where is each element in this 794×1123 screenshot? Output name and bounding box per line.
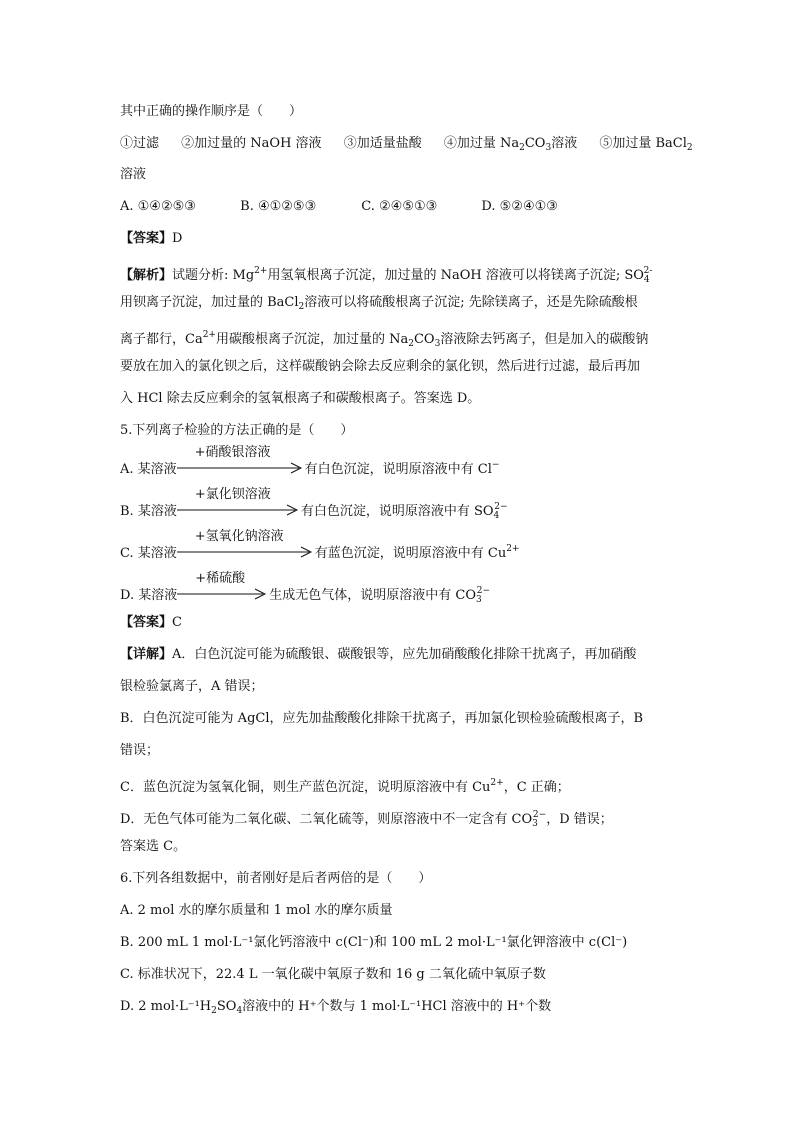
q5-detail-c: C．蓝色沉淀为氢氧化铜，则生产蓝色沉淀，说明原溶液中有 $Cu^{2+}$，C 正确； (120, 778, 570, 795)
q4-operations (120, 135, 693, 157)
op-5: ⑤加过量 BaCl$_2$ (599, 136, 693, 153)
op-4: ④加过量 $Na_2CO_3$溶液 (443, 136, 578, 153)
choice-b: B. ④①②⑤③ (240, 199, 317, 214)
reaction-arrow: +硝酸银溶液 (177, 456, 305, 474)
q5-answer: 【答案】C (120, 615, 182, 630)
reaction-arrow: +氢氧化钠溶液 (177, 540, 315, 558)
q5-detail-a1: 【详解】A．白色沉淀可能为硫酸银、碳酸银等，应先加硝酸酸化排除干扰离子，再加硝酸 (120, 647, 637, 662)
q6-option-a: A. 2 mol 水的摩尔质量和 1 mol 水的摩尔质量 (120, 903, 393, 918)
choice-c: C. ②④⑤①③ (361, 199, 438, 214)
op-1: ①过滤 (120, 136, 160, 151)
q4-analysis-line-5: 入 HCl 除去反应剩余的氢氧根离子和碳酸根离子。答案选 D。 (120, 391, 481, 406)
op-2: ②加过量的 NaOH 溶液 (181, 136, 322, 151)
q4-analysis-line-1: 【解析】试题分析: $Mg^{2+}$用氢氧根离子沉淀，加过量的 NaOH 溶液可以将镁离子沉淀; $SO_4^{2-}$ (120, 266, 653, 285)
q5-option-c: C. 某溶液 +氢氧化钠溶液 有蓝色沉淀，说明原溶液中有 $Cu^{2+}$ (120, 529, 520, 561)
q4-analysis-line-3: 离子都行，$Ca^{2+}$用碳酸根离子沉淀，加过量的 $Na_2CO_3$溶液除去钙离子，但是加入的碳酸钠 (120, 330, 649, 349)
op-5-cont: 溶液 (120, 167, 147, 182)
q5-option-b: B. 某溶液 +氯化钡溶液 有白色沉淀，说明原溶液中有 $SO_4^{2-}$ (120, 487, 508, 521)
arrow-icon (177, 588, 269, 600)
q6-option-c: C. 标准状况下，22.4 L 一氧化碳中氧原子数和 16 g 二氧化硫中氧原子数 (120, 967, 546, 982)
q6-option-b: B. 200 mL 1 mol·L⁻¹氯化钙溶液中 c(Cl⁻)和 100 mL 2 mol·L⁻¹氯化钾溶液中 c(Cl⁻) (120, 935, 628, 950)
q6-option-d: D. 2 $mol\cdot L^{-1}H_2SO_4$溶液中的 H⁺个数与 1 mol·L⁻¹HCl 溶液中的 H⁺个数 (120, 999, 552, 1016)
q5-detail-a2: 银检验氯离子，A 错误； (120, 679, 264, 694)
q5-detail-b2: 错误； (120, 743, 160, 758)
q5-option-a: A. 某溶液 +硝酸银溶液 有白色沉淀，说明原溶液中有 Cl− (120, 445, 500, 477)
q4-stem: 其中正确的操作顺序是（ ） (120, 104, 303, 119)
q5-stem: 5.下列离子检验的方法正确的是（ ） (120, 423, 354, 438)
q4-choices (120, 198, 558, 216)
arrow-icon (177, 462, 305, 474)
choice-d: D. ⑤②④①③ (481, 199, 558, 214)
reaction-arrow: +氯化钡溶液 (177, 498, 301, 516)
arrow-icon (177, 504, 301, 516)
q5-detail-b1: B．白色沉淀可能为 AgCl，应先加盐酸酸化排除干扰离子，再加氯化钡检验硫酸根离子，B (120, 711, 644, 726)
choice-a: A. ①④②⑤③ (120, 199, 196, 214)
q5-detail-end: 答案选 C。 (120, 839, 187, 854)
q5-option-d: D. 某溶液 +稀硫酸 生成无色气体，说明原溶液中有 $CO_3^{2-}$ (120, 571, 490, 605)
q4-analysis-line-4: 要放在加入的氯化钡之后，这样碳酸钠会除去反应剩余的氯化钡，然后进行过滤，最后再加 (120, 359, 641, 374)
op-3: ③加适量盐酸 (343, 136, 422, 151)
q5-detail-d: D．无色气体可能为二氧化碳、二氧化硫等，则原溶液中不一定含有 $CO_3^{2-}$，D 错误； (120, 810, 613, 829)
q6-stem: 6.下列各组数据中，前者刚好是后者两倍的是（ ） (120, 871, 432, 886)
arrow-icon (177, 546, 315, 558)
q4-analysis-line-2: 用钡离子沉淀，加过量的 BaCl$_2$溶液可以将硫酸根离子沉淀; 先除镁离子，还是先除硫酸根 (120, 295, 638, 312)
q4-answer: 【答案】D (120, 231, 183, 246)
reaction-arrow: +稀硫酸 (177, 582, 269, 600)
